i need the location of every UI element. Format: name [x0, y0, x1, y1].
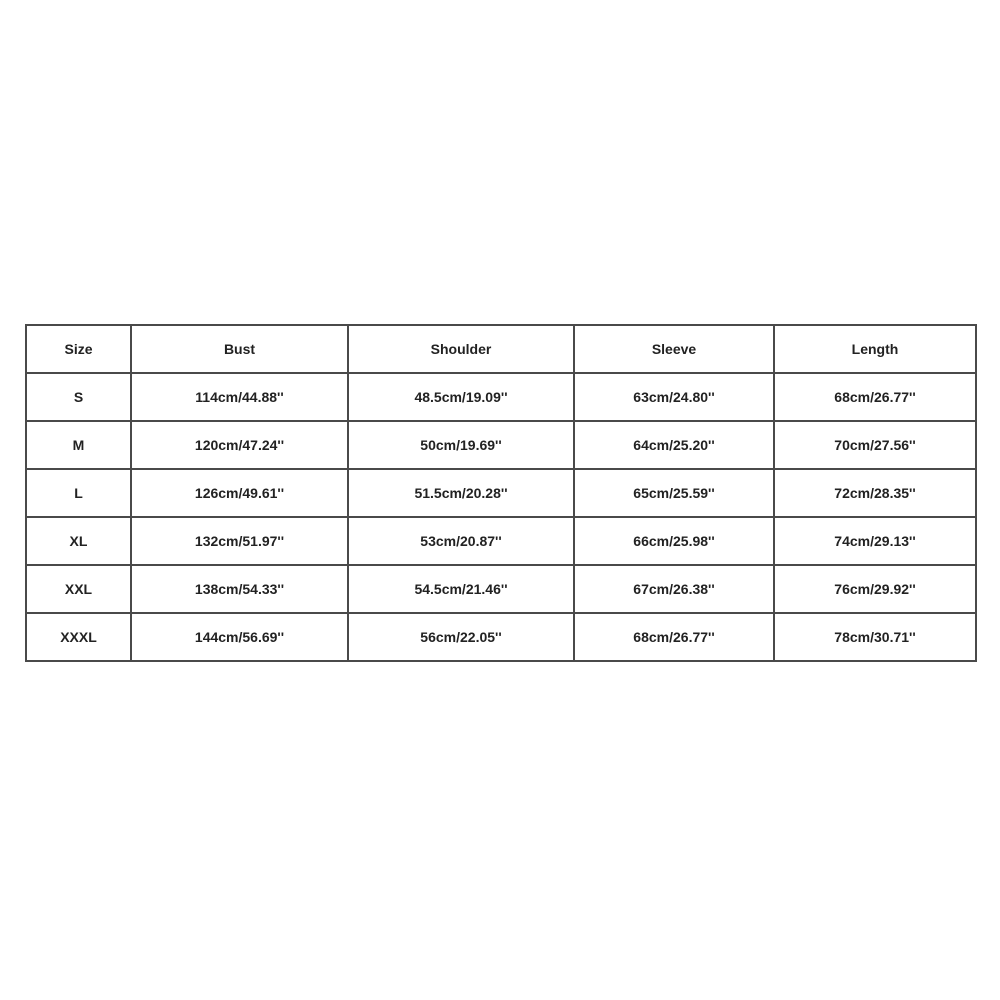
- cell-sleeve: 64cm/25.20'': [574, 421, 774, 469]
- header-bust: Bust: [131, 325, 348, 373]
- cell-sleeve: 66cm/25.98'': [574, 517, 774, 565]
- header-shoulder: Shoulder: [348, 325, 574, 373]
- cell-sleeve: 67cm/26.38'': [574, 565, 774, 613]
- cell-bust: 144cm/56.69'': [131, 613, 348, 661]
- table-row: [26, 613, 976, 661]
- cell-size: M: [26, 421, 131, 469]
- cell-size: XXXL: [26, 613, 131, 661]
- cell-shoulder: 50cm/19.69'': [348, 421, 574, 469]
- table-row: [26, 517, 976, 565]
- cell-length: 76cm/29.92'': [774, 565, 976, 613]
- cell-bust: 120cm/47.24'': [131, 421, 348, 469]
- cell-length: 68cm/26.77'': [774, 373, 976, 421]
- cell-length: 74cm/29.13'': [774, 517, 976, 565]
- table-row: [26, 565, 976, 613]
- cell-size: S: [26, 373, 131, 421]
- cell-size: L: [26, 469, 131, 517]
- header-size: Size: [26, 325, 131, 373]
- cell-length: 78cm/30.71'': [774, 613, 976, 661]
- cell-shoulder: 51.5cm/20.28'': [348, 469, 574, 517]
- cell-sleeve: 65cm/25.59'': [574, 469, 774, 517]
- cell-length: 72cm/28.35'': [774, 469, 976, 517]
- cell-shoulder: 56cm/22.05'': [348, 613, 574, 661]
- cell-sleeve: 63cm/24.80'': [574, 373, 774, 421]
- cell-shoulder: 54.5cm/21.46'': [348, 565, 574, 613]
- cell-bust: 132cm/51.97'': [131, 517, 348, 565]
- table-row: [26, 421, 976, 469]
- cell-length: 70cm/27.56'': [774, 421, 976, 469]
- cell-shoulder: 53cm/20.87'': [348, 517, 574, 565]
- header-length: Length: [774, 325, 976, 373]
- cell-sleeve: 68cm/26.77'': [574, 613, 774, 661]
- size-chart-table: [25, 324, 977, 662]
- cell-bust: 138cm/54.33'': [131, 565, 348, 613]
- cell-size: XL: [26, 517, 131, 565]
- table-row: [26, 469, 976, 517]
- header-row: [26, 325, 976, 373]
- cell-bust: 126cm/49.61'': [131, 469, 348, 517]
- table-row: [26, 373, 976, 421]
- cell-size: XXL: [26, 565, 131, 613]
- cell-bust: 114cm/44.88'': [131, 373, 348, 421]
- header-sleeve: Sleeve: [574, 325, 774, 373]
- cell-shoulder: 48.5cm/19.09'': [348, 373, 574, 421]
